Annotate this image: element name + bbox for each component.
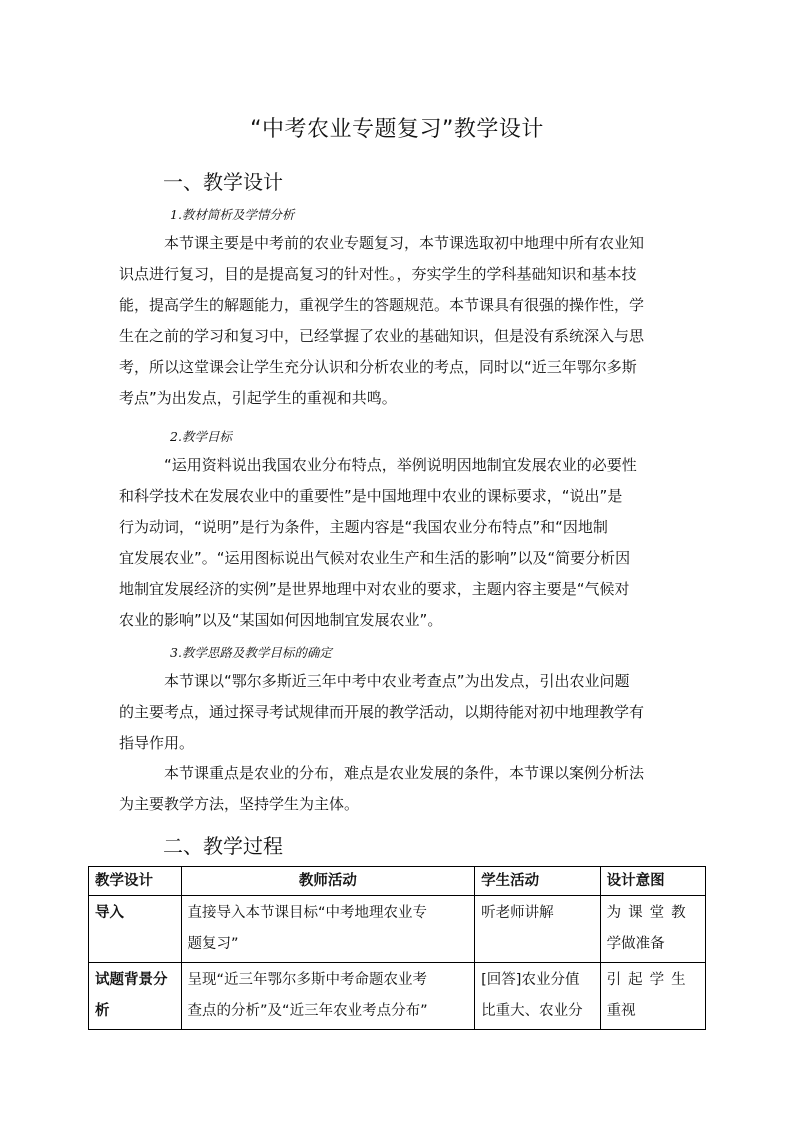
text-line: 宜发展农业”。“运用图标说出气候对农业生产和生活的影响”以及“简要分析因 [119,549,631,567]
text-line: “运用资料说出我国农业分布特点，举例说明因地制宜发展农业的必要性 [164,456,637,474]
text-line: 本节课主要是中考前的农业专题复习，本节课选取初中地理中所有农业知 [164,234,645,252]
text-line: 本节课重点是农业的分布，难点是农业发展的条件，本节课以案例分析法 [164,764,645,782]
table-cell [181,963,475,1030]
text-line: 本节课以“鄂尔多斯近三年中考中农业考查点”为出发点，引出农业问题 [164,672,630,690]
text-line: 能，提高学生的解题能力，重视学生的答题规范。本节课具有很强的操作性，学 [119,296,645,314]
table-row [89,963,706,1030]
text-line: 指导作用。 [119,734,195,752]
teaching-process-table [88,866,706,1030]
text-line: 识点进行复习，目的是提高复习的针对性。，夯实学生的学科基础知识和基本技 [119,265,637,283]
cell-text: 听老师讲解 [481,905,554,921]
cell-text: 试题背景分 [95,972,168,988]
section-heading-teaching-process: 二、教学过程 [163,834,283,858]
cell-text: 查点的分析”及“近三年农业考点分布” [187,1003,428,1019]
cell-text: 比重大、农业分 [481,1003,583,1019]
table-cell [600,963,705,1030]
table-cell [89,896,182,963]
cell-text: 重视 [606,1003,636,1019]
table-cell [89,963,182,1030]
table-cell [181,896,475,963]
paragraph-key-points [119,758,675,820]
text-line: 农业的影响”以及“某国如何因地制宜发展农业”。 [119,611,443,629]
text-line: 和科学技术在发展农业中的重要性”是中国地理中农业的课标要求，“说出”是 [119,487,623,505]
text-line: 为主要教学方法，坚持学生为主体。 [119,795,360,813]
column-header: 教学设计 [89,867,182,896]
table-cell [600,896,705,963]
cell-text: 呈现“近三年鄂尔多斯中考命题农业考 [187,972,428,988]
cell-text: 导入 [95,905,124,921]
column-header: 教师活动 [181,867,475,896]
cell-text: 为课堂教 [606,905,693,921]
table-row [89,896,706,963]
cell-text: 题复习” [187,936,239,952]
text-line: 生在之前的学习和复习中，已经掌握了农业的基础知识，但是没有系统深入与思 [119,327,645,345]
text-line: 的主要考点，通过探寻考试规律而开展的教学活动，以期待能对初中地理教学有 [119,703,645,721]
table-cell [475,963,601,1030]
subheading-teaching-goals: 2.教学目标 [170,429,232,444]
paragraph-material-analysis [119,228,675,414]
text-line: 考，所以这堂课会让学生充分认识和分析农业的考点，同时以“近三年鄂尔多斯 [119,358,637,376]
document-title: “中考农业专题复习”教学设计 [250,117,544,142]
column-header: 设计意图 [600,867,705,896]
cell-text: 直接导入本节课目标“中考地理农业专 [187,905,428,921]
cell-text: [回答]农业分值 [481,972,580,988]
cell-text: 析 [95,1003,110,1019]
subheading-material-analysis: 1.教材简析及学情分析 [170,207,295,222]
paragraph-teaching-goals [119,450,675,636]
text-line: 考点”为出发点，引起学生的重视和共鸣。 [119,389,397,407]
cell-text: 学做准备 [606,936,665,952]
cell-text: 引起学生 [606,972,693,988]
text-line: 地制宜发展经济的实例”是世界地理中对农业的要求，主题内容主要是“气候对 [119,580,630,598]
text-line: 行为动词，“说明”是行为条件，主题内容是“我国农业分布特点”和“因地制 [119,518,608,536]
column-header: 学生活动 [475,867,601,896]
table-cell [475,896,601,963]
table-header-row [89,867,706,896]
paragraph-teaching-approach [119,666,675,759]
subheading-teaching-approach: 3.教学思路及教学目标的确定 [170,645,332,660]
section-heading-teaching-design: 一、教学设计 [163,170,283,194]
